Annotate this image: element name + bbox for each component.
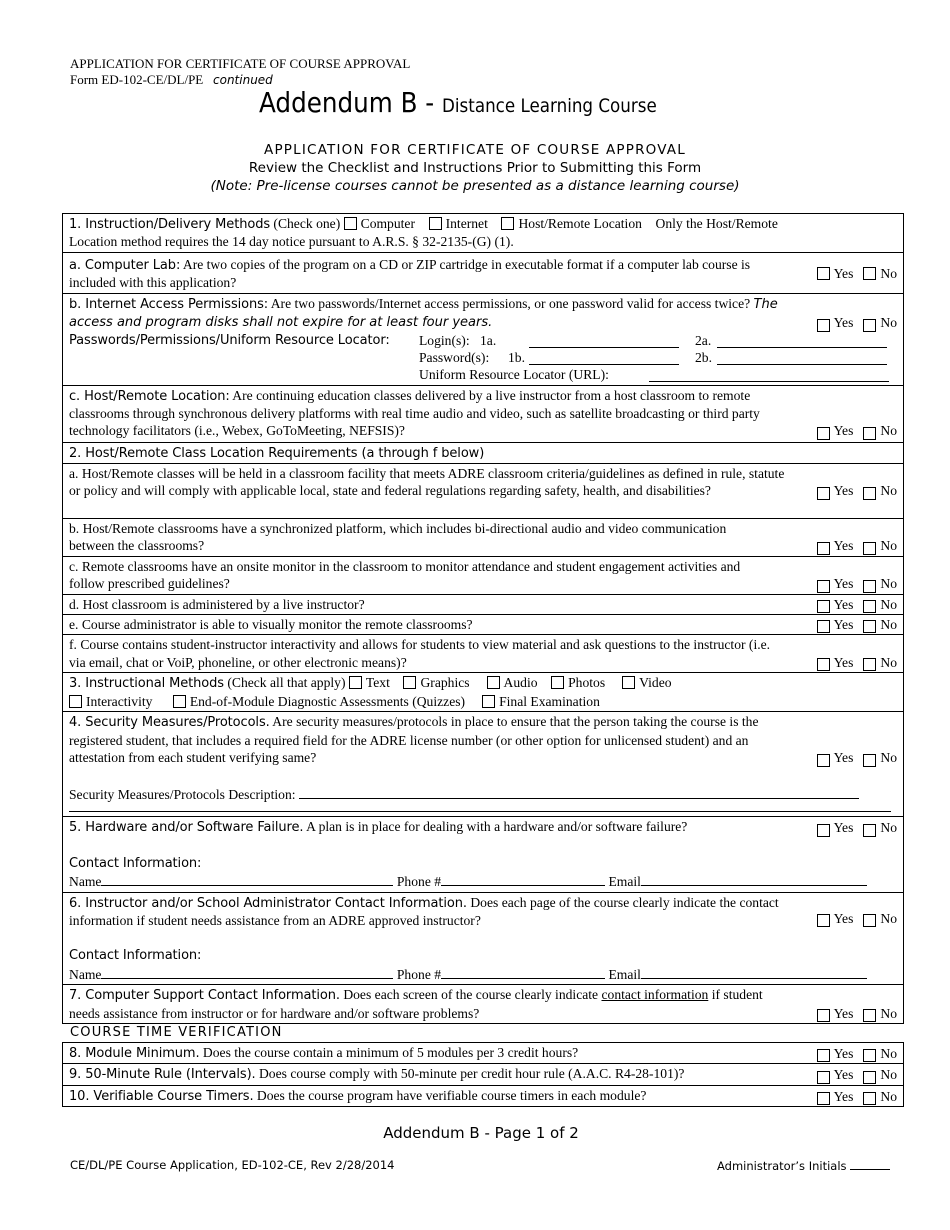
yes-label: Yes (833, 820, 854, 836)
section-2d-row (63, 594, 904, 614)
module-minimum-question: Does the course contain a minimum of 5 modules per 3 credit hours? (199, 1045, 579, 1060)
section-1-note-a: Only the Host/Remote (655, 216, 778, 231)
computer-lab-question: Are two copies of the program on a CD or ZIP cartridge in executable format if a computer lab course is included with this application? (69, 256, 751, 291)
course-timers-yes-checkbox[interactable] (817, 1092, 830, 1105)
synchronized-platform-yes-checkbox[interactable] (817, 542, 830, 555)
no-label: No (880, 1005, 897, 1021)
subtitle-line2: Review the Checklist and Instructions Prior to Submitting this Form (248, 160, 702, 176)
computer-support-label: 7. Computer Support Contact Information. (69, 988, 340, 1004)
section-3-row (63, 673, 904, 712)
yes-label: Yes (833, 266, 854, 282)
onsite-monitor-question: c. Remote classrooms have an onsite monitor in the classroom to monitor attendance and student engagement activities and follow prescribed guidelines? (69, 558, 741, 592)
hardware-failure-no-checkbox[interactable] (863, 824, 876, 837)
checklist-table (62, 213, 904, 1024)
no-label: No (880, 1046, 897, 1061)
administrator-initials-field[interactable] (850, 1158, 890, 1170)
computer-support-yes-checkbox[interactable] (817, 1009, 830, 1022)
section-3-check-note: (Check all that apply) (223, 675, 349, 691)
course-timers-row (63, 1085, 904, 1106)
computer-label: Computer (360, 216, 415, 231)
fifty-minute-no-checkbox[interactable] (863, 1071, 876, 1084)
security-description-label: Security Measures/Protocols Description: (69, 786, 296, 802)
section-2f-row (63, 635, 904, 673)
host-remote-checkbox[interactable] (501, 217, 514, 230)
internet-label: Internet (445, 216, 488, 231)
quizzes-label: End-of-Module Diagnostic Assessments (Quizzes) (189, 693, 466, 709)
instructor-name-label: Name (69, 966, 102, 982)
video-label: Video (639, 675, 672, 691)
continued-label: continued (213, 73, 273, 87)
title-main: Addendum B - (259, 86, 443, 119)
no-label: No (880, 596, 897, 612)
yes-label: Yes (833, 1046, 854, 1061)
internet-access-expiry-note: The access and program disks shall not expire for at least four years. (69, 296, 778, 331)
security-measures-no-checkbox[interactable] (863, 754, 876, 767)
interactivity-label: Interactivity (86, 693, 153, 709)
instructor-phone-label: Phone # (396, 966, 442, 982)
yes-label: Yes (833, 423, 854, 439)
yes-label: Yes (833, 1005, 854, 1021)
no-label: No (880, 576, 897, 592)
course-time-table (62, 1042, 904, 1107)
yes-label: Yes (833, 654, 854, 670)
no-label: No (880, 315, 897, 331)
url-field[interactable] (649, 368, 889, 382)
password-2b-field[interactable] (717, 351, 887, 365)
no-label: No (880, 538, 897, 554)
live-instructor-yes-checkbox[interactable] (817, 600, 830, 613)
computer-checkbox[interactable] (344, 217, 357, 230)
yes-label: Yes (833, 1067, 854, 1083)
text-label: Text (365, 675, 390, 691)
hardware-phone-label: Phone # (396, 874, 442, 890)
yes-label: Yes (833, 910, 854, 926)
instructor-contact-no-checkbox[interactable] (863, 914, 876, 927)
internet-access-yes-checkbox[interactable] (817, 319, 830, 332)
host-remote-location-no-checkbox[interactable] (863, 427, 876, 440)
password-1b-field[interactable] (529, 351, 679, 365)
synchronized-platform-question: b. Host/Remote classrooms have a synchronized platform, which includes bi-directional audio and video communication between the classrooms? (69, 521, 727, 554)
course-timers-label: 10. Verifiable Course Timers. (69, 1088, 254, 1104)
section-7-row (63, 985, 904, 1024)
yes-label: Yes (833, 596, 854, 612)
internet-access-label: b. Internet Access Permissions: (69, 296, 269, 312)
url-label: Uniform Resource Locator (URL): (419, 366, 609, 382)
section-5-row (63, 817, 904, 892)
onsite-monitor-no-checkbox[interactable] (863, 580, 876, 593)
live-instructor-no-checkbox[interactable] (863, 600, 876, 613)
instructor-contact-label: 6. Instructor and/or School Administrator Contact Information. (69, 895, 467, 911)
page-title (259, 86, 657, 119)
section-1a-row (63, 252, 904, 293)
no-label: No (880, 750, 897, 766)
graphics-checkbox[interactable] (403, 676, 416, 689)
login-2a-field[interactable] (717, 334, 887, 348)
module-minimum-row (63, 1043, 904, 1064)
section-3-label: 3. Instructional Methods (69, 676, 224, 692)
hardware-failure-label: 5. Hardware and/or Software Failure. (69, 820, 304, 836)
course-time-verification-header: COURSE TIME VERIFICATION (70, 1025, 283, 1040)
security-description-field[interactable] (299, 785, 859, 799)
computer-support-question-b: if student needs assistance from instructor or for hardware and/or software problems? (69, 987, 763, 1021)
security-measures-yes-checkbox[interactable] (817, 754, 830, 767)
visual-monitor-no-checkbox[interactable] (863, 620, 876, 633)
footer-revision: CE/DL/PE Course Application, ED-102-CE, Rev 2/28/2014 (70, 1158, 395, 1172)
classroom-facility-yes-checkbox[interactable] (817, 487, 830, 500)
interactivity-yes-checkbox[interactable] (817, 658, 830, 671)
yes-label: Yes (833, 617, 854, 633)
fifty-minute-label: 9. 50-Minute Rule (Intervals). (69, 1067, 256, 1083)
section-1-row (63, 214, 904, 253)
module-minimum-no-checkbox[interactable] (863, 1049, 876, 1062)
internet-checkbox[interactable] (429, 217, 442, 230)
hardware-failure-yes-checkbox[interactable] (817, 824, 830, 837)
section-1c-row (63, 385, 904, 442)
section-2e-row (63, 615, 904, 635)
synchronized-platform-no-checkbox[interactable] (863, 542, 876, 555)
section-1b-row (63, 293, 904, 385)
form-number: Form ED-102-CE/DL/PE (70, 72, 204, 87)
section-1-note-b: Location method requires the 14 day notice pursuant to A.R.S. § 32-2135-(G) (1). (69, 234, 514, 250)
hardware-name-field[interactable] (101, 872, 393, 886)
no-label: No (880, 423, 897, 439)
course-timers-no-checkbox[interactable] (863, 1092, 876, 1105)
computer-lab-label: a. Computer Lab: (69, 257, 181, 273)
fifty-minute-question: Does course comply with 50-minute per credit hour rule (A.A.C. R4-28-101)? (255, 1066, 685, 1082)
visual-monitor-yes-checkbox[interactable] (817, 620, 830, 633)
instructor-name-field[interactable] (101, 965, 393, 979)
hardware-email-label: Email (608, 874, 641, 890)
administrator-initials (717, 1158, 890, 1173)
quizzes-checkbox[interactable] (173, 695, 186, 708)
section-4-row (63, 712, 904, 817)
no-label: No (880, 1067, 897, 1083)
password-label: Password(s): (419, 349, 490, 365)
instructor-phone-field[interactable] (441, 965, 605, 979)
internet-access-no-checkbox[interactable] (863, 319, 876, 332)
instructor-contact-yes-checkbox[interactable] (817, 914, 830, 927)
yes-label: Yes (833, 750, 854, 766)
hardware-name-label: Name (69, 874, 102, 890)
live-instructor-question: d. Host classroom is administered by a live instructor? (69, 596, 365, 612)
host-remote-label: Host/Remote Location (518, 216, 642, 231)
section-2a-row (63, 464, 904, 519)
fifty-minute-row (63, 1064, 904, 1085)
no-label: No (880, 910, 897, 926)
section-1-label: 1. Instruction/Delivery Methods (69, 217, 271, 232)
classroom-facility-no-checkbox[interactable] (863, 487, 876, 500)
module-minimum-yes-checkbox[interactable] (817, 1049, 830, 1062)
hardware-phone-field[interactable] (441, 872, 605, 886)
login-2a-label: 2a. (695, 332, 712, 348)
password-1b-label: 1b. (508, 349, 525, 365)
yes-label: Yes (833, 576, 854, 592)
onsite-monitor-yes-checkbox[interactable] (817, 580, 830, 593)
computer-lab-no-checkbox[interactable] (863, 267, 876, 280)
visual-monitor-question: e. Course administrator is able to visually monitor the remote classrooms? (69, 617, 473, 633)
final-exam-label: Final Examination (499, 693, 600, 709)
host-remote-location-yes-checkbox[interactable] (817, 427, 830, 440)
host-remote-location-question: Are continuing education classes delivered by a live instructor from a host classroom to remote classrooms through synchronous delivery platforms with real time audio and video, such as satellite broadcasting or third party technology facilitators (i.e., Webex, GoToMeeting, NEFSIS)? (69, 387, 760, 439)
no-label: No (880, 820, 897, 836)
instructor-contact-info-label: Contact Information: (69, 948, 202, 964)
instructor-email-label: Email (608, 966, 641, 982)
host-remote-location-label: c. Host/Remote Location: (69, 388, 230, 404)
computer-support-question-a: Does each screen of the course clearly indicate (339, 987, 602, 1003)
no-label: No (880, 483, 897, 499)
ppl-label: Passwords/Permissions/Uniform Resource Locator: (69, 332, 390, 348)
interactivity-question: f. Course contains student-instructor interactivity and allows for students to view material and ask questions to the instructor (i.e. via email, chat or VoiP, phoneline, or other electronic means)? (69, 637, 771, 670)
computer-lab-yes-checkbox[interactable] (817, 267, 830, 280)
photos-label: Photos (568, 675, 606, 691)
login-1a-label: 1a. (480, 332, 497, 348)
section-2c-row (63, 556, 904, 594)
video-checkbox[interactable] (622, 676, 635, 689)
title-sub: Distance Learning Course (442, 95, 657, 117)
yes-label: Yes (833, 483, 854, 499)
no-label: No (880, 1088, 897, 1104)
contact-information-link: contact information (601, 987, 709, 1003)
security-description-field-line2[interactable] (69, 809, 891, 812)
login-label: Login(s): (419, 332, 470, 348)
section-2-header: 2. Host/Remote Class Location Requirements (a through f below) (69, 445, 485, 461)
yes-label: Yes (833, 315, 854, 331)
interactivity-no-checkbox[interactable] (863, 658, 876, 671)
audio-label: Audio (503, 675, 538, 691)
login-1a-field[interactable] (529, 334, 679, 348)
fifty-minute-yes-checkbox[interactable] (817, 1071, 830, 1084)
final-exam-checkbox[interactable] (482, 695, 495, 708)
interactivity-checkbox[interactable] (69, 695, 82, 708)
yes-label: Yes (833, 538, 854, 554)
security-measures-label: 4. Security Measures/Protocols. (69, 715, 270, 731)
section-1-check-note: (Check one) (270, 216, 344, 231)
password-2b-label: 2b. (695, 349, 712, 365)
no-label: No (880, 617, 897, 633)
form-header-title: APPLICATION FOR CERTIFICATE OF COURSE APPROVAL (70, 56, 411, 71)
course-timers-question: Does the course program have verifiable course timers in each module? (253, 1087, 647, 1103)
computer-support-no-checkbox[interactable] (863, 1009, 876, 1022)
module-minimum-label: 8. Module Minimum. (69, 1046, 200, 1061)
hardware-failure-question: A plan is in place for dealing with a hardware and/or software failure? (303, 819, 688, 835)
form-header-number (70, 72, 273, 88)
hardware-email-field[interactable] (641, 872, 867, 886)
page-number: Addendum B - Page 1 of 2 (383, 1124, 579, 1142)
graphics-label: Graphics (420, 675, 470, 691)
section-2-header-row (63, 442, 904, 463)
classroom-facility-question: a. Host/Remote classes will be held in a classroom facility that meets ADRE classroom criteria/guidelines as defined in rule, statute or policy and will comply with applicable local, state and federal regulations regarding safety, health, and disabilities? (69, 466, 785, 499)
photos-checkbox[interactable] (551, 676, 564, 689)
subtitle-line1: APPLICATION FOR CERTIFICATE OF COURSE APPROVAL (264, 142, 686, 158)
instructor-email-field[interactable] (641, 965, 867, 979)
no-label: No (880, 266, 897, 282)
section-6-row (63, 892, 904, 985)
yes-label: Yes (833, 1088, 854, 1104)
subtitle-note: (Note: Pre-license courses cannot be presented as a distance learning course) (210, 178, 740, 194)
hardware-contact-label: Contact Information: (69, 855, 202, 871)
text-checkbox[interactable] (349, 676, 362, 689)
instructor-contact-question: Does each page of the course clearly indicate the contact information if student needs assistance from an ADRE approved instructor? (69, 894, 779, 928)
administrator-initials-label: Administrator’s Initials (717, 1159, 847, 1173)
no-label: No (880, 654, 897, 670)
audio-checkbox[interactable] (487, 676, 500, 689)
section-2b-row (63, 519, 904, 557)
internet-access-question: Are two passwords/Internet access permissions, or one password valid for access twice? (268, 295, 754, 311)
security-measures-question: Are security measures/protocols in place to ensure that the person taking the course is the registered student, that includes a required field for the ADRE license number (or other option for unlicensed student) and an attestation from each student verifying same? (69, 714, 759, 766)
